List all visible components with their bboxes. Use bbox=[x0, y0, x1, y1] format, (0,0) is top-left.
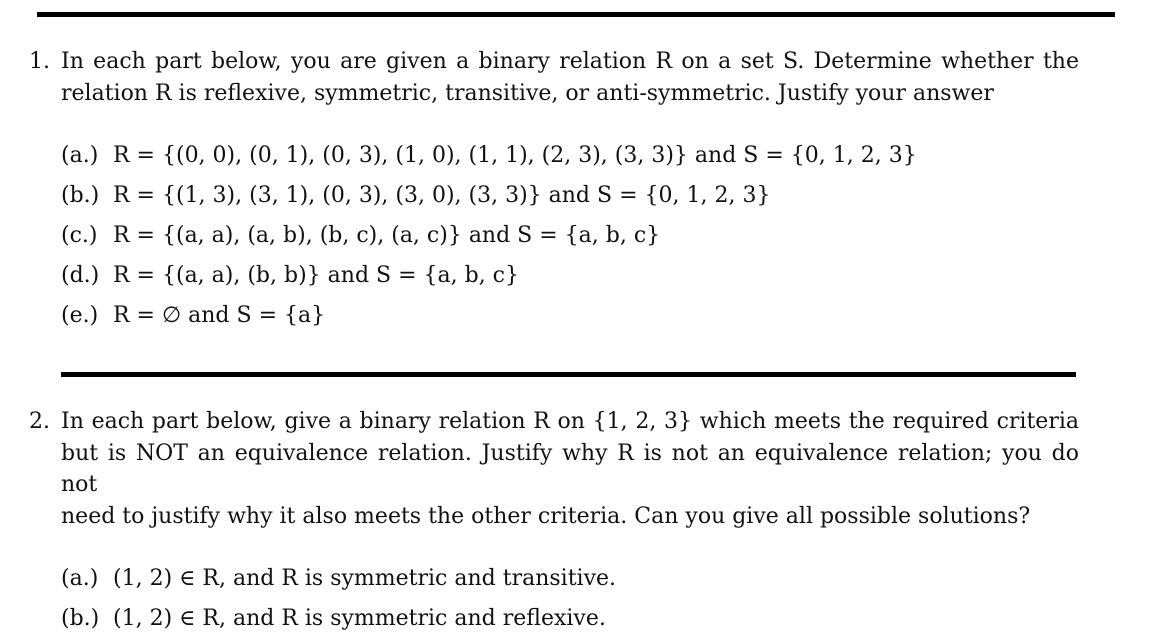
problem-1-parts bbox=[61, 136, 1079, 336]
problem-1-part-d bbox=[61, 256, 1079, 296]
problem-1-number: 1. bbox=[29, 49, 50, 74]
top-horizontal-rule bbox=[37, 12, 1115, 17]
part-label: (a.) bbox=[61, 143, 99, 168]
part-label: (c.) bbox=[61, 223, 98, 248]
problem-1-statement bbox=[29, 46, 1079, 109]
part-content: R = ∅ and S = {a} bbox=[113, 303, 326, 328]
problem-2-number: 2. bbox=[29, 409, 50, 434]
part-label: (b.) bbox=[61, 606, 100, 631]
problem-2 bbox=[29, 406, 1079, 639]
problem-1-line-1: In each part below, you are given a binary relation R on a set S. Determine whether the bbox=[61, 49, 1079, 74]
part-content: R = {(0, 0), (0, 1), (0, 3), (1, 0), (1, 1), (2, 3), (3, 3)} and S = {0, 1, 2, 3} bbox=[113, 143, 917, 168]
problem-1-part-b bbox=[61, 176, 1079, 216]
problem-2-part-b bbox=[61, 599, 1079, 639]
problem-2-line-3: need to justify why it also meets the other criteria. Can you give all possible solutions? bbox=[61, 503, 1031, 529]
problem-1 bbox=[29, 46, 1079, 336]
problem-2-parts bbox=[61, 559, 1079, 639]
problem-2-line-2: but is NOT an equivalence relation. Justify why R is not an equivalence relation; you do not bbox=[61, 440, 1079, 497]
part-label: (a.) bbox=[61, 566, 99, 591]
problem-1-part-e bbox=[61, 296, 1079, 336]
part-content: R = {(1, 3), (3, 1), (0, 3), (3, 0), (3, 3)} and S = {0, 1, 2, 3} bbox=[113, 183, 771, 208]
part-content: R = {(a, a), (b, b)} and S = {a, b, c} bbox=[113, 263, 520, 288]
part-content: (1, 2) ∈ R, and R is symmetric and transitive. bbox=[113, 566, 617, 591]
part-label: (b.) bbox=[61, 183, 100, 208]
problem-1-line-2: relation R is reflexive, symmetric, transitive, or anti-symmetric. Justify your answer bbox=[61, 80, 994, 106]
problem-2-line-1: In each part below, give a binary relation R on {1, 2, 3} which meets the required criteria bbox=[61, 409, 1079, 434]
part-label: (d.) bbox=[61, 263, 100, 288]
part-content: (1, 2) ∈ R, and R is symmetric and reflexive. bbox=[113, 606, 606, 631]
part-content: R = {(a, a), (a, b), (b, c), (a, c)} and S = {a, b, c} bbox=[113, 223, 661, 248]
problem-1-part-a bbox=[61, 136, 1079, 176]
section-divider-rule bbox=[61, 372, 1076, 377]
part-label: (e.) bbox=[61, 303, 99, 328]
problem-1-part-c bbox=[61, 216, 1079, 256]
problem-2-statement bbox=[29, 406, 1079, 532]
problem-2-part-a bbox=[61, 559, 1079, 599]
